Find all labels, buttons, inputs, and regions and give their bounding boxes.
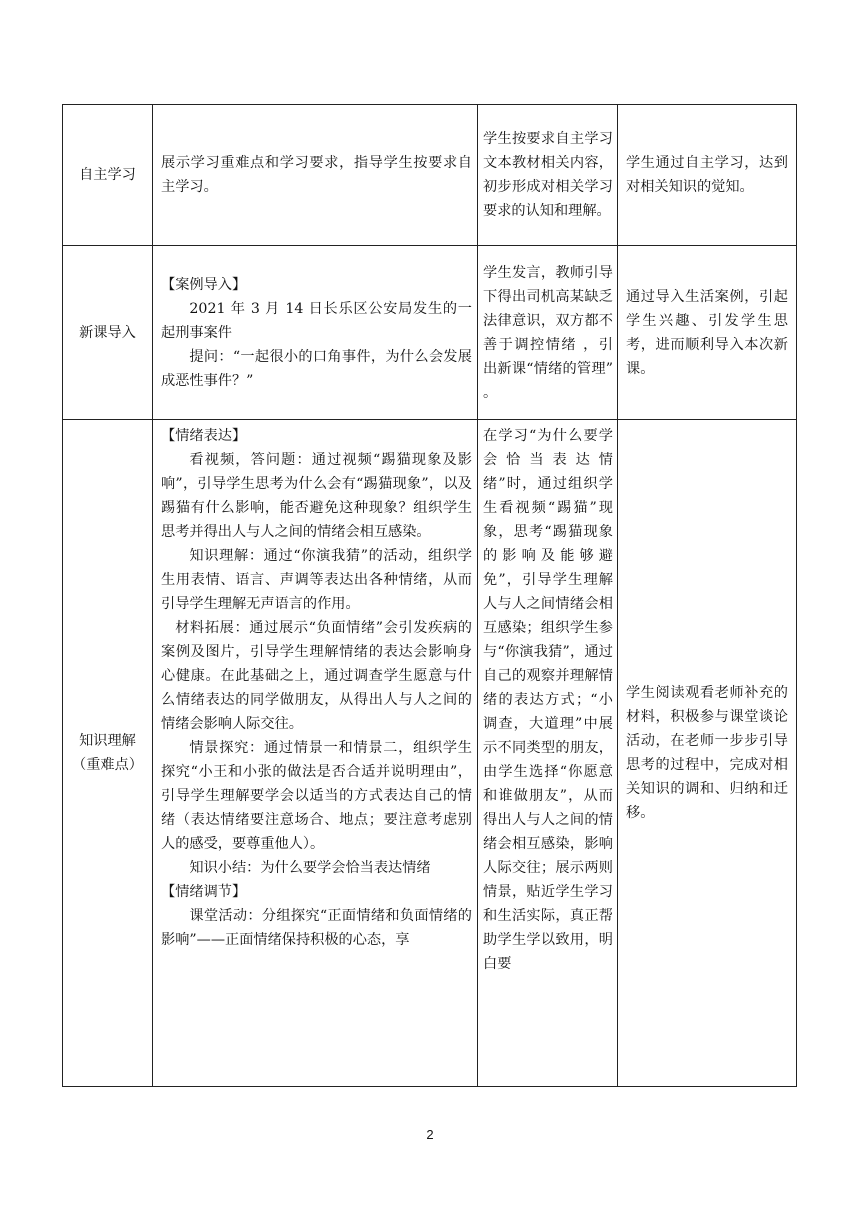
student-activity-cell [478,420,618,1087]
teacher-paragraph: 课堂活动：分组探究“正面情绪和负面情绪的影响”——正面情绪保持积极的心态，享 [161,908,472,948]
design-intent-cell: 通过导入生活案例，引起学生兴趣、引发学生思考，进而顺利导入本次新课。 [618,246,797,420]
student-activity-text: 在学习“为什么要学会恰当表达情绪”时，通过组织学生看视频“踢猫”现象，思考“踢猫现象的影响及能够避免”，引导学生理解人与人之间情绪会相互感染；组织学生参与“你演我猜”，通过自己的观察并理解情绪的表达方式；“小调查，大道理”中展示不同类型的朋友，由学生选择“你愿意和谁做朋友”，从而得出人与人之间的情绪会相互感染，影响人际交往；展示两则情景，贴近学生学习和生活实际，真正帮助学生学以致用，明白要 [483,428,613,972]
teacher-paragraph: 看视频，答问题：通过视频“踢猫现象及影响”，引导学生思考为什么会有“踢猫现象”，以及踢猫有什么影响，能否避免这种现象？组织学生思考并得出人与人之间的情绪会相互感染。 [161,452,472,540]
section-heading: 【情绪表达】 [161,428,247,444]
teacher-paragraph: 情景探究：通过情景一和情景二，组织学生探究“小王和小张的做法是否合适并说明理由”，引导学生理解要学会以适当的方式表达自己的情绪（表达情绪要注意场合、地点；要注意考虑别人的感受，要尊重他人）。 [161,740,472,852]
teacher-paragraph: 知识小结：为什么要学会恰当表达情绪 [189,860,431,876]
stage-label: 自主学习 [79,167,136,183]
teacher-activity-cell [153,246,478,420]
teacher-paragraph: 2021 年 3 月 14 日长乐区公安局发生的一起刑事案件 [161,300,472,341]
table-row [63,246,797,420]
table-row [63,105,797,246]
student-activity-cell: 学生按要求自主学习文本教材相关内容，初步形成对相关学习要求的认知和理解。 [478,105,618,246]
teacher-paragraph: 展示学习重难点和学习要求，指导学生按要求自主学习。 [161,155,472,195]
teacher-activity-cell [153,420,478,1087]
teacher-activity-cell [153,105,478,246]
page-number: 2 [426,1127,434,1142]
stage-cell [63,246,153,420]
stage-cell [63,420,153,1087]
stage-note: （重难点） [72,757,143,773]
stage-cell [63,105,153,246]
design-intent-cell: 学生阅读观看老师补充的材料，积极参与课堂谈论活动，在老师一步步引导思考的过程中，完成对相关知识的调和、归纳和迁移。 [618,420,797,1087]
table-row [63,420,797,1087]
section-heading: 【情绪调节】 [161,884,247,900]
lesson-plan-table [62,104,797,1087]
design-intent-cell: 学生通过自主学习，达到对相关知识的觉知。 [618,105,797,246]
stage-label: 知识理解 [79,733,136,749]
teacher-paragraph: 材料拓展：通过展示“负面情绪”会引发疾病的案例及图片，引导学生理解情绪的表达会影响身心健康。在此基础之上，通过调查学生愿意与什么情绪表达的同学做朋友，从得出人与人之间的情绪会影响人际交往。 [161,620,472,732]
student-activity-cell: 学生发言，教师引导下得出司机高某缺乏法律意识，双方都不善于调控情绪 ，引出新课“情绪的管理” 。 [478,246,618,420]
stage-label: 新课导入 [79,324,136,341]
teacher-paragraph: 知识理解：通过“你演我猜”的活动，组织学生用表情、语言、声调等表达出各种情绪，从而引导学生理解无声语言的作用。 [161,548,472,612]
section-heading: 【案例导入】 [161,276,247,293]
teacher-paragraph: 提问：“一起很小的口角事件，为什么会发展成恶性事件？” [161,348,472,389]
